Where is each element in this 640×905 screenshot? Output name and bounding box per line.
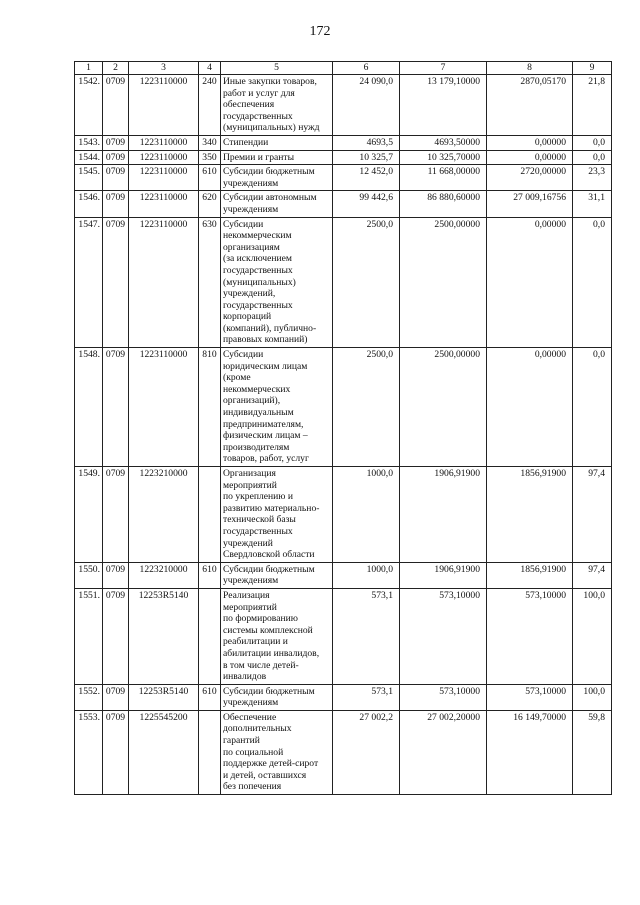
executed-amount-cell: 0,00000 — [487, 348, 573, 467]
section-code-cell: 0709 — [103, 588, 129, 684]
plan-amount-cell: 12 452,0 — [333, 165, 400, 191]
expense-type-cell: 240 — [199, 75, 221, 136]
column-header: 4 — [199, 62, 221, 75]
page-number: 172 — [309, 24, 331, 39]
row-number-cell: 1544. — [75, 150, 103, 165]
executed-amount-cell: 0,00000 — [487, 135, 573, 150]
table-row — [75, 217, 612, 348]
row-number-cell: 1548. — [75, 348, 103, 467]
section-code-cell: 0709 — [103, 150, 129, 165]
executed-amount-cell: 1856,91900 — [487, 467, 573, 563]
row-number-cell: 1543. — [75, 135, 103, 150]
row-number-cell: 1545. — [75, 165, 103, 191]
target-article-cell: 1223110000 — [129, 165, 199, 191]
execution-percent-cell: 21,8 — [573, 75, 612, 136]
target-article-cell: 1223110000 — [129, 75, 199, 136]
plan-amount-cell: 27 002,2 — [333, 710, 400, 794]
description-cell: Субсидии бюджетным учреждениям — [221, 684, 333, 710]
description-cell: Организация мероприятий по укреплению и развитию материально- технической базы государственных учреждений Свердловской области — [221, 467, 333, 563]
column-header: 9 — [573, 62, 612, 75]
plan-amount-cell: 1000,0 — [333, 467, 400, 563]
expense-type-cell — [199, 710, 221, 794]
approved-amount-cell: 10 325,70000 — [400, 150, 487, 165]
header-row — [75, 62, 612, 75]
target-article-cell: 1223110000 — [129, 135, 199, 150]
plan-amount-cell: 573,1 — [333, 684, 400, 710]
table-row — [75, 135, 612, 150]
plan-amount-cell: 1000,0 — [333, 562, 400, 588]
execution-percent-cell: 100,0 — [573, 588, 612, 684]
target-article-cell: 12253R5140 — [129, 684, 199, 710]
section-code-cell: 0709 — [103, 467, 129, 563]
execution-percent-cell: 0,0 — [573, 150, 612, 165]
table-row — [75, 348, 612, 467]
approved-amount-cell: 1906,91900 — [400, 562, 487, 588]
row-number-cell: 1542. — [75, 75, 103, 136]
section-code-cell: 0709 — [103, 348, 129, 467]
approved-amount-cell: 573,10000 — [400, 588, 487, 684]
section-code-cell: 0709 — [103, 710, 129, 794]
plan-amount-cell: 2500,0 — [333, 348, 400, 467]
column-header: 7 — [400, 62, 487, 75]
target-article-cell: 1223110000 — [129, 217, 199, 348]
approved-amount-cell: 11 668,00000 — [400, 165, 487, 191]
expense-type-cell — [199, 467, 221, 563]
execution-percent-cell: 23,3 — [573, 165, 612, 191]
table-row — [75, 588, 612, 684]
execution-percent-cell: 100,0 — [573, 684, 612, 710]
row-number-cell: 1551. — [75, 588, 103, 684]
section-code-cell: 0709 — [103, 684, 129, 710]
target-article-cell: 1223210000 — [129, 562, 199, 588]
table-row — [75, 710, 612, 794]
expense-type-cell: 620 — [199, 191, 221, 217]
approved-amount-cell: 573,10000 — [400, 684, 487, 710]
expense-type-cell — [199, 588, 221, 684]
row-number-cell: 1553. — [75, 710, 103, 794]
expense-type-cell: 350 — [199, 150, 221, 165]
plan-amount-cell: 4693,5 — [333, 135, 400, 150]
expense-type-cell: 610 — [199, 562, 221, 588]
execution-percent-cell: 97,4 — [573, 562, 612, 588]
executed-amount-cell: 2720,00000 — [487, 165, 573, 191]
description-cell: Субсидии бюджетным учреждениям — [221, 165, 333, 191]
execution-percent-cell: 97,4 — [573, 467, 612, 563]
expense-type-cell: 340 — [199, 135, 221, 150]
description-cell: Обеспечение дополнительных гарантий по социальной поддержке детей-сирот и детей, оставшихся без попечения — [221, 710, 333, 794]
section-code-cell: 0709 — [103, 75, 129, 136]
row-number-cell: 1552. — [75, 684, 103, 710]
execution-percent-cell: 0,0 — [573, 217, 612, 348]
section-code-cell: 0709 — [103, 562, 129, 588]
approved-amount-cell: 27 002,20000 — [400, 710, 487, 794]
execution-percent-cell: 59,8 — [573, 710, 612, 794]
column-header: 1 — [75, 62, 103, 75]
expense-type-cell: 630 — [199, 217, 221, 348]
row-number-cell: 1550. — [75, 562, 103, 588]
description-cell: Субсидии юридическим лицам (кроме некоммерческих организаций), индивидуальным предпринимателям, физическим лицам – производителям товаров, работ, услуг — [221, 348, 333, 467]
section-code-cell: 0709 — [103, 217, 129, 348]
approved-amount-cell: 4693,50000 — [400, 135, 487, 150]
executed-amount-cell: 573,10000 — [487, 588, 573, 684]
column-header: 3 — [129, 62, 199, 75]
table-row — [75, 467, 612, 563]
target-article-cell: 1223210000 — [129, 467, 199, 563]
expense-type-cell: 810 — [199, 348, 221, 467]
approved-amount-cell: 86 880,60000 — [400, 191, 487, 217]
target-article-cell: 1223110000 — [129, 150, 199, 165]
executed-amount-cell: 16 149,70000 — [487, 710, 573, 794]
column-header: 2 — [103, 62, 129, 75]
section-code-cell: 0709 — [103, 191, 129, 217]
description-cell: Иные закупки товаров, работ и услуг для обеспечения государственных (муниципальных) нужд — [221, 75, 333, 136]
executed-amount-cell: 0,00000 — [487, 217, 573, 348]
executed-amount-cell: 2870,05170 — [487, 75, 573, 136]
column-header: 5 — [221, 62, 333, 75]
plan-amount-cell: 24 090,0 — [333, 75, 400, 136]
executed-amount-cell: 1856,91900 — [487, 562, 573, 588]
execution-percent-cell: 31,1 — [573, 191, 612, 217]
section-code-cell: 0709 — [103, 135, 129, 150]
table-row — [75, 684, 612, 710]
expense-type-cell: 610 — [199, 684, 221, 710]
description-cell: Премии и гранты — [221, 150, 333, 165]
row-number-cell: 1549. — [75, 467, 103, 563]
executed-amount-cell: 0,00000 — [487, 150, 573, 165]
row-number-cell: 1546. — [75, 191, 103, 217]
approved-amount-cell: 2500,00000 — [400, 217, 487, 348]
description-cell: Субсидии автономным учреждениям — [221, 191, 333, 217]
plan-amount-cell: 99 442,6 — [333, 191, 400, 217]
table-row — [75, 150, 612, 165]
target-article-cell: 12253R5140 — [129, 588, 199, 684]
plan-amount-cell: 10 325,7 — [333, 150, 400, 165]
approved-amount-cell: 2500,00000 — [400, 348, 487, 467]
executed-amount-cell: 573,10000 — [487, 684, 573, 710]
target-article-cell: 1225545200 — [129, 710, 199, 794]
target-article-cell: 1223110000 — [129, 191, 199, 217]
table-row — [75, 562, 612, 588]
executed-amount-cell: 27 009,16756 — [487, 191, 573, 217]
budget-table — [74, 61, 612, 795]
description-cell: Реализация мероприятий по формированию системы комплексной реабилитации и абилитации инвалидов, в том числе детей- инвалидов — [221, 588, 333, 684]
approved-amount-cell: 13 179,10000 — [400, 75, 487, 136]
column-header: 6 — [333, 62, 400, 75]
plan-amount-cell: 573,1 — [333, 588, 400, 684]
description-cell: Субсидии бюджетным учреждениям — [221, 562, 333, 588]
description-cell: Стипендии — [221, 135, 333, 150]
column-header: 8 — [487, 62, 573, 75]
target-article-cell: 1223110000 — [129, 348, 199, 467]
row-number-cell: 1547. — [75, 217, 103, 348]
table-row — [75, 191, 612, 217]
execution-percent-cell: 0,0 — [573, 135, 612, 150]
plan-amount-cell: 2500,0 — [333, 217, 400, 348]
table-row — [75, 165, 612, 191]
approved-amount-cell: 1906,91900 — [400, 467, 487, 563]
section-code-cell: 0709 — [103, 165, 129, 191]
expense-type-cell: 610 — [199, 165, 221, 191]
table-row — [75, 75, 612, 136]
description-cell: Субсидии некоммерческим организациям (за исключением государственных (муниципальных) учреждений, государственных корпораций (компаний), публично- правовых компаний) — [221, 217, 333, 348]
execution-percent-cell: 0,0 — [573, 348, 612, 467]
